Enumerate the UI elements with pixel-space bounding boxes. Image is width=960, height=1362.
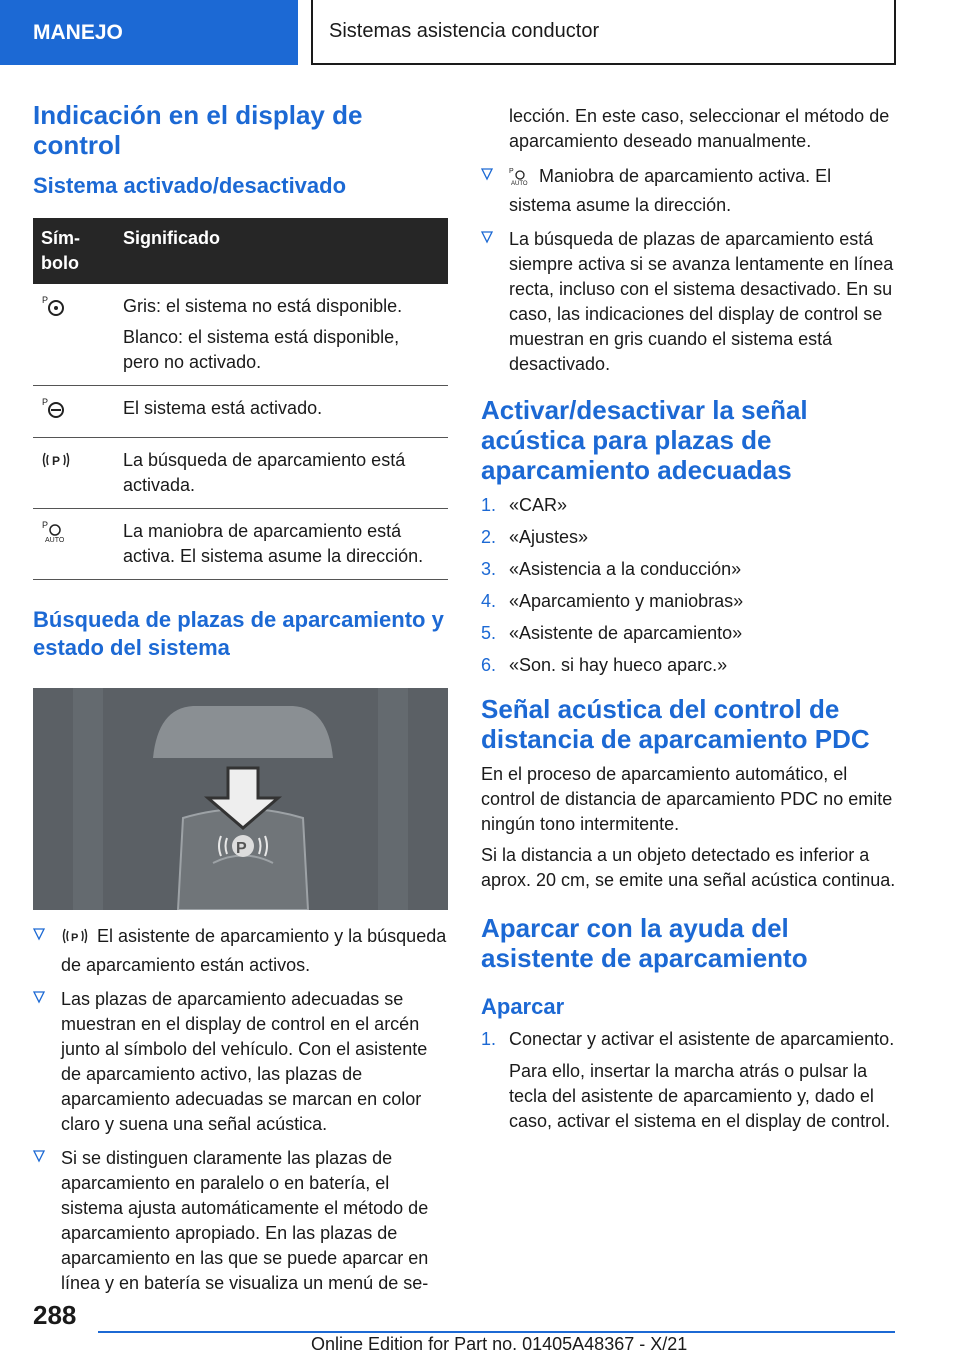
- steering-p-active-icon: [33, 386, 115, 438]
- list-item: 6. «Son. si hay hueco aparc.»: [481, 655, 728, 675]
- step-text: «Asistencia a la conducción»: [509, 559, 742, 579]
- row2-line1: El sistema está activado.: [123, 398, 323, 418]
- footer-divider: [98, 1331, 895, 1333]
- svg-text:P: P: [71, 932, 79, 944]
- pdc-paragraph-2: Si la distancia a un objeto detectado es inferior a aprox. 20 cm, se emite una señal acústica continua.: [481, 845, 896, 890]
- signal-heading: Activar/desactivar la señal acústica para plazas de aparcamiento adecuadas: [481, 395, 808, 485]
- auto-steering-icon: [509, 166, 531, 193]
- list-item: 5. «Asistente de aparcamiento»: [481, 623, 743, 643]
- table-header-meaning: Significado: [115, 218, 448, 284]
- table-row: [33, 284, 448, 386]
- step-text: «Asistente de aparcamiento»: [509, 623, 743, 643]
- left-column: [33, 100, 448, 1305]
- parking-display-image: [33, 688, 448, 910]
- list-item: [33, 1146, 448, 1296]
- auto-steering-icon: [33, 509, 115, 580]
- svg-text:AUTO: AUTO: [45, 537, 65, 543]
- status-bullets: [33, 924, 448, 1296]
- step-text: Conectar y activar el asistente de aparcamiento.: [509, 1029, 895, 1049]
- section-title: Sistemas asistencia conductor: [311, 0, 896, 65]
- svg-text:P: P: [52, 454, 61, 468]
- pdc-paragraph-1: En el proceso de aparcamiento automático, el control de distancia de aparcamiento PDC no emite ningún tono intermitente.: [481, 764, 893, 834]
- right-bullets: [481, 164, 897, 377]
- bullet-text: Si se distinguen claramente las plazas de aparcamiento en paralelo o en batería, el sistema ajusta automáticamente el método de aparcamiento apropiado. En las plazas de aparcamiento en las que se puede aparcar en línea y en batería se visualiza un menú de se-: [61, 1148, 429, 1293]
- row3-line1: La búsqueda de aparcamiento está activada.: [123, 450, 406, 495]
- park-subheading: Aparcar: [481, 994, 565, 1019]
- step-text: «Aparcamiento y maniobras»: [509, 591, 744, 611]
- step-text: «Ajustes»: [509, 527, 589, 547]
- subtitle-sistema: Sistema activado/desactivado: [33, 173, 347, 198]
- list-item: [33, 987, 448, 1137]
- park-heading: Aparcar con la ayuda del asistente de aparcamiento: [481, 913, 808, 973]
- bullet-text: El asistente de aparcamiento y la búsqueda de aparcamiento están activos.: [61, 926, 447, 975]
- triangle-bullet-icon: [33, 927, 45, 941]
- svg-text:P: P: [42, 520, 49, 530]
- bullet-text: La búsqueda de plazas de aparcamiento está siempre activa si se avanza lentamente en línea recta, incluso con el sistema desactivado. En su caso, las indicaciones del display de control se muestran en gris cuando el sistema está desactivado.: [509, 229, 894, 374]
- step-text: «Son. si hay hueco aparc.»: [509, 655, 728, 675]
- chapter-tab[interactable]: MANEJO: [0, 0, 298, 65]
- steps-list: [481, 493, 897, 678]
- table-row: [33, 386, 448, 438]
- continued-text: lección. En este caso, seleccionar el método de aparcamiento deseado manualmente.: [509, 106, 890, 151]
- list-item: [33, 924, 448, 978]
- list-item: [481, 164, 897, 218]
- svg-text:P: P: [236, 840, 247, 857]
- triangle-bullet-icon: [481, 167, 493, 181]
- svg-text:P: P: [42, 397, 49, 407]
- table-row: [33, 509, 448, 580]
- list-item: [481, 227, 897, 377]
- step-detail: Para ello, insertar la marcha atrás o pulsar la tecla del asistente de aparcamiento y, dado el caso, activar el sistema en el display de control.: [509, 1061, 891, 1131]
- edition-text: Online Edition for Part no. 01405A48367 - X/21: [311, 1334, 688, 1354]
- section2-title: Búsqueda de plazas de aparcamiento y estado del sistema: [33, 607, 444, 660]
- page-number: 288: [33, 1300, 77, 1330]
- parking-search-icon: [61, 926, 89, 953]
- pdc-heading: Señal acústica del control de distancia de aparcamiento PDC: [481, 694, 870, 754]
- list-item: 2. «Ajustes»: [481, 527, 589, 547]
- table-row: [33, 438, 448, 509]
- right-column: [481, 104, 897, 1141]
- page-title: Indicación en el display de control: [33, 100, 363, 160]
- list-item: 3. «Asistencia a la conducción»: [481, 559, 742, 579]
- steering-p-icon: [33, 284, 115, 386]
- table-header-symbol: Sím-bolo: [33, 218, 115, 284]
- row1-line1: Gris: el sistema no está disponible.: [123, 296, 403, 316]
- svg-text:AUTO: AUTO: [511, 181, 528, 186]
- park-steps: [481, 1027, 897, 1134]
- list-item: 1. Conectar y activar el asistente de aparcamiento. Para ello, insertar la marcha atrás o pulsar la tecla del asistente de aparcamiento y, dado el caso, activar el sistema en el display de control.: [481, 1027, 897, 1134]
- row1-line2: Blanco: el sistema está disponible, pero no activado.: [123, 327, 400, 372]
- triangle-bullet-icon: [33, 1149, 45, 1163]
- bullet-text: Maniobra de aparcamiento activa. El sistema asume la dirección.: [509, 166, 832, 215]
- row4-line1: La maniobra de aparcamiento está activa. El sistema asume la dirección.: [123, 521, 424, 566]
- step-text: «CAR»: [509, 495, 568, 515]
- list-item: 4. «Aparcamiento y maniobras»: [481, 591, 744, 611]
- triangle-bullet-icon: [481, 230, 493, 244]
- bullet-text: Las plazas de aparcamiento adecuadas se muestran en el display de control en el arcén junto al símbolo del vehículo. Con el asistente de aparcamiento activo, las plazas de aparcamiento adecuadas se marcan en color claro y suena una señal acústica.: [61, 989, 428, 1134]
- triangle-bullet-icon: [33, 990, 45, 1004]
- parking-search-icon: [33, 438, 115, 509]
- svg-text:P: P: [509, 168, 514, 175]
- symbol-table: [33, 218, 448, 580]
- svg-text:P: P: [42, 295, 49, 305]
- list-item: 1. «CAR»: [481, 495, 568, 515]
